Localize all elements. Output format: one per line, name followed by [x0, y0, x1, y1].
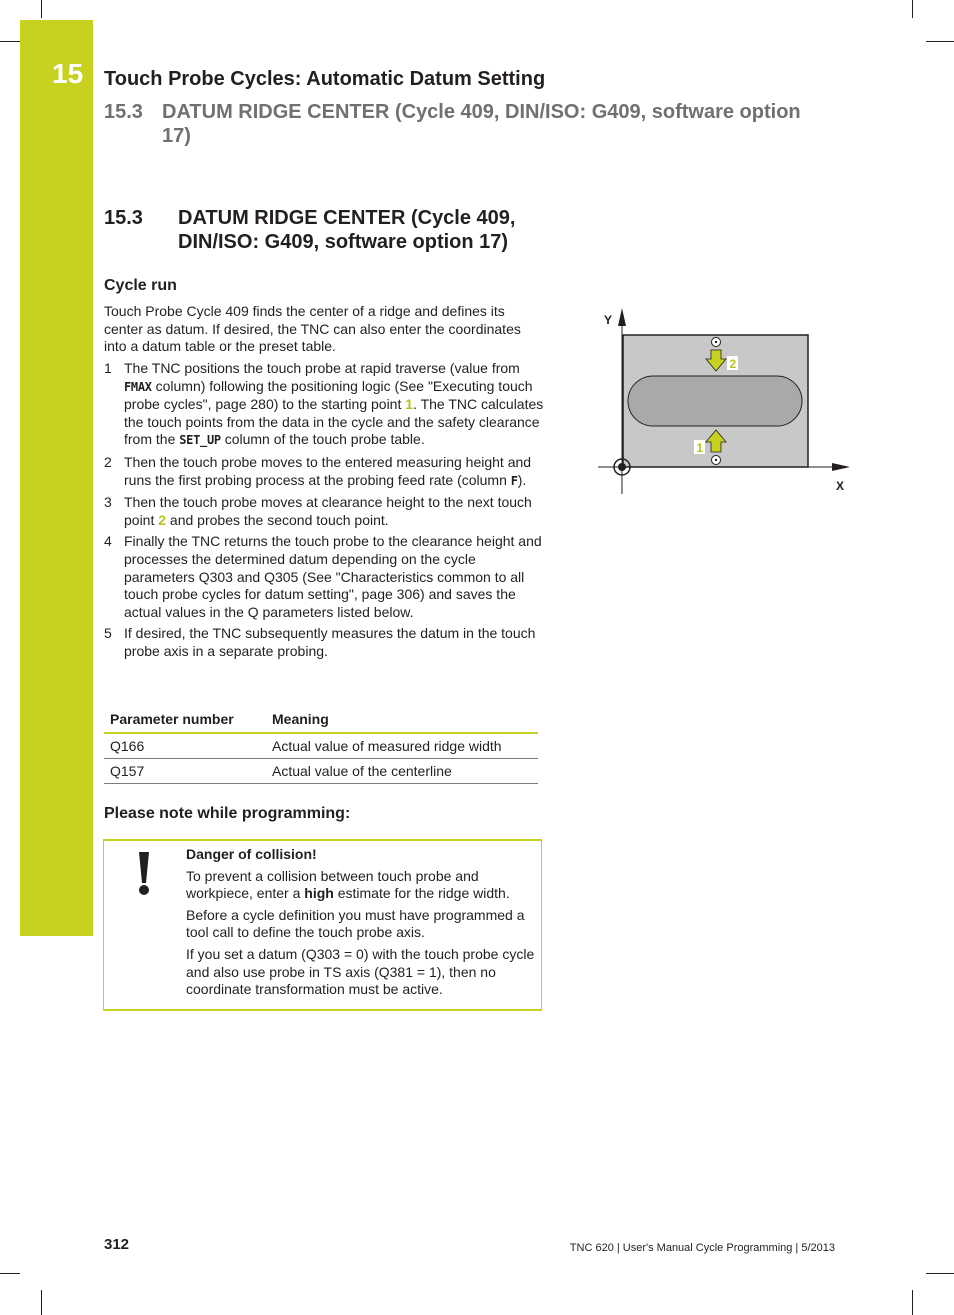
point-ref: 2 [158, 511, 167, 528]
crop-mark [926, 41, 954, 42]
table-cell: Actual value of measured ridge width [266, 733, 538, 759]
section-title [104, 206, 554, 254]
crop-mark [0, 1273, 20, 1274]
running-section-line1: DATUM RIDGE CENTER (Cycle 409, DIN/ISO: G409, software option [162, 101, 801, 123]
running-section-line2: 17) [162, 125, 191, 147]
y-axis-arrow-icon [618, 308, 626, 326]
table-cell: Actual value of the centerline [266, 759, 538, 784]
ridge-probe-figure [590, 304, 856, 496]
footer-text: TNC 620 | User's Manual Cycle Programming | 5/2013 [569, 1242, 835, 1254]
list-item: 5 If desired, the TNC subsequently measures the datum in the touch probe axis in a separate probing. [104, 625, 536, 659]
exclamation-icon [133, 850, 155, 896]
crop-mark [0, 41, 20, 42]
table-row [104, 733, 538, 759]
ridge-shape [628, 376, 802, 426]
section-title-line1: DATUM RIDGE CENTER (Cycle 409, [178, 207, 516, 229]
section-title-line2: DIN/ISO: G409, software option 17) [178, 231, 509, 253]
crop-mark [912, 0, 913, 18]
crop-mark [41, 0, 42, 18]
cycle-steps-list [104, 360, 544, 665]
crop-mark [912, 1290, 913, 1315]
note-paragraph: To prevent a collision between touch probe and workpiece, enter a high estimate for the ridge width. [186, 867, 510, 902]
point-ref: 1 [405, 396, 414, 413]
point-1-label: 1 [696, 441, 704, 455]
chapter-tab [20, 20, 93, 936]
section-number: 15.3 [104, 207, 143, 229]
point-2-label: 2 [729, 357, 737, 371]
y-axis-label: Y [604, 313, 613, 327]
crop-mark [41, 1290, 42, 1315]
running-section-number: 15.3 [104, 101, 143, 123]
danger-title: Danger of collision! [186, 846, 317, 862]
crop-mark [926, 1273, 954, 1274]
chapter-title: Touch Probe Cycles: Automatic Datum Setting [104, 68, 546, 90]
code-set-up: SET_UP [179, 433, 221, 448]
note-paragraph: Before a cycle definition you must have programmed a tool call to define the touch probe axis. [186, 906, 525, 941]
code-fmax: FMAX [124, 379, 152, 394]
warning-content [186, 846, 536, 1003]
header-parameter-number: Parameter number [104, 706, 266, 733]
list-item: 2 Then the touch probe moves to the entered measuring height and runs the first probing process at the probing feed rate (column F). [104, 453, 532, 488]
running-section-title [104, 100, 844, 148]
note-paragraph: If you set a datum (Q303 = 0) with the touch probe cycle and also use probe in TS axis (Q381 = 1), then no coordinate transformation must be active. [186, 945, 535, 998]
table-cell: Q166 [104, 733, 266, 759]
code-f: F [510, 473, 518, 488]
list-item: 3 Then the touch probe moves at clearance height to the next touch point 2 and probes the second touch point. [104, 494, 532, 528]
notes-heading: Please note while programming: [104, 805, 351, 822]
cycle-run-heading: Cycle run [104, 277, 177, 294]
page-number: 312 [104, 1236, 130, 1253]
table-cell: Q157 [104, 759, 266, 784]
parameter-table [104, 706, 538, 784]
table-header-row [104, 706, 538, 733]
chapter-number: 15 [52, 58, 84, 89]
list-item: 1 The TNC positions the touch probe at rapid traverse (value from FMAX column) following the positioning logic (See "Executing touch probe cycles", page 280) to the starting point 1. The TNC calculates the touch points from the data in the cycle and the safety clearance from the SET_UP column of the touch probe table. [104, 360, 544, 448]
cycle-run-intro: Touch Probe Cycle 409 finds the center of a ridge and defines its center as datum. If desired, the TNC can also enter the coordinates into a datum table or the preset table. [104, 303, 521, 355]
table-row [104, 759, 538, 784]
x-axis-arrow-icon [832, 463, 850, 471]
header-meaning: Meaning [266, 706, 538, 733]
x-axis-label: X [836, 479, 845, 493]
list-item: 4 Finally the TNC returns the touch probe to the clearance height and processes the determined datum depending on the cycle parameters Q303 and Q305 (See "Characteristics common to all touch probe cycles for datum setting", page 306) and saves the actual values in the Q parameters listed below. [104, 533, 542, 620]
